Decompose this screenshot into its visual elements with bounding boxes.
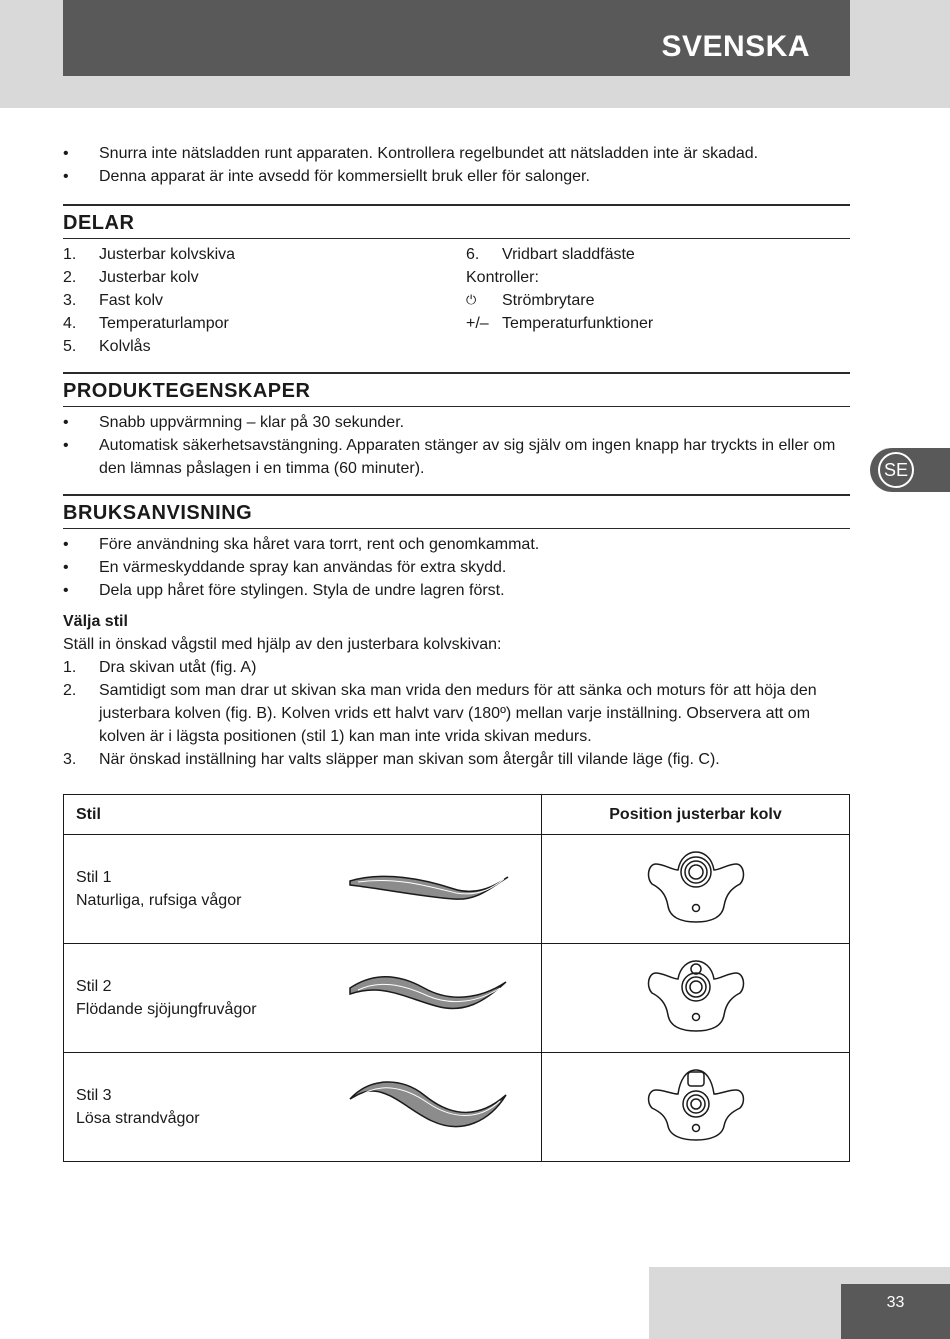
wave-illustration [344, 1071, 514, 1131]
power-icon: ⏻ [466, 293, 477, 308]
section-bruksanvisning [63, 494, 850, 771]
list-item [63, 656, 850, 679]
list-item: • Dela upp håret före stylingen. Styla de undre lagren först. [63, 579, 850, 602]
list-item [466, 243, 850, 266]
list-item: • Denna apparat är inte avsedd för kommersiellt bruk eller för salonger. [63, 165, 850, 188]
style-name: Stil 1 [76, 869, 112, 886]
item-number: 2. [63, 269, 77, 286]
list-item [63, 312, 466, 335]
item-number: 3. [63, 292, 77, 309]
style-name: Stil 2 [76, 978, 112, 995]
item-text: Justerbar kolv [99, 269, 199, 286]
item-text: Temperaturlampor [99, 315, 229, 332]
list-item: • Snurra inte nätsladden runt apparaten. Kontrollera regelbundet att nätsladden inte är skadad. [63, 142, 850, 165]
item-text: Justerbar kolvskiva [99, 246, 236, 263]
style-description: Lösa strandvågor [76, 1110, 200, 1127]
item-text: Fast kolv [99, 292, 164, 309]
wave-illustration [344, 962, 514, 1022]
controls-label [466, 266, 850, 289]
list-item [63, 679, 850, 748]
item-text: Kolvlås [99, 338, 151, 355]
section-title: DELAR [63, 204, 850, 239]
item-text: Strömbrytare [502, 292, 595, 309]
controls-label-text: Kontroller: [466, 269, 539, 286]
list-item [63, 335, 466, 358]
barrel-position-icon [636, 850, 756, 924]
step-number: 2. [63, 682, 77, 699]
subsection-intro: Ställ in önskad vågstil med hjälp av den justerbara kolvskivan: [63, 636, 502, 653]
barrel-position-icon [636, 1068, 756, 1142]
section-delar [63, 204, 850, 358]
list-item [63, 748, 850, 771]
list-item: • Automatisk säkerhetsavstängning. Apparaten stänger av sig själv om ingen knapp har tryckts in eller om den lämnas påslagen i en timma (60 minuter). [63, 434, 850, 480]
style-description: Flödande sjöjungfruvågor [76, 1001, 257, 1018]
style-cell [64, 944, 542, 1053]
page-content [63, 142, 850, 771]
step-number: 3. [63, 751, 77, 768]
table-row [64, 835, 850, 944]
wave-illustration [344, 853, 514, 913]
list-item [63, 289, 466, 312]
list-item [63, 243, 466, 266]
usage-bullet-list [63, 529, 850, 602]
style-cell [64, 1053, 542, 1162]
style-cell [64, 835, 542, 944]
column-header-stil: Stil [64, 795, 542, 835]
language-title: SVENSKA [661, 30, 810, 63]
position-cell [542, 944, 850, 1053]
style-description: Naturliga, rufsiga vågor [76, 892, 242, 909]
list-item: • Snabb uppvärmning – klar på 30 sekunder. [63, 411, 850, 434]
steps-list [63, 656, 850, 771]
step-number: 1. [63, 659, 77, 676]
list-item [63, 266, 466, 289]
position-cell [542, 1053, 850, 1162]
subsection-title: Välja stil [63, 613, 128, 630]
item-number: 5. [63, 338, 77, 355]
page-number-box [841, 1284, 950, 1339]
item-number: 1. [63, 246, 77, 263]
item-number: 6. [466, 246, 480, 263]
parts-left-column [63, 243, 466, 358]
step-text: Samtidigt som man drar ut skivan ska man vrida den medurs för att sänka och moturs för att höja den justerbara kolven (fig. B). Kolven vrids ett halvt varv (180º) mellan varje inställning. Observera att om kolven är i lägsta positionen (stil 1) kan man inte vrida skivan medurs. [99, 682, 817, 745]
plus-minus-symbol: +/– [466, 315, 489, 332]
table-row [64, 1053, 850, 1162]
list-item: • Före användning ska håret vara torrt, rent och genomkammat. [63, 533, 850, 556]
style-name: Stil 3 [76, 1087, 112, 1104]
style-table [63, 794, 850, 1162]
step-text: Dra skivan utåt (fig. A) [99, 659, 257, 676]
item-number: 4. [63, 315, 77, 332]
feature-bullet-list [63, 407, 850, 480]
item-text: Vridbart sladdfäste [502, 246, 635, 263]
list-item: • En värmeskyddande spray kan användas för extra skydd. [63, 556, 850, 579]
list-item [466, 289, 850, 312]
page-number: 33 [886, 1294, 905, 1311]
position-cell [542, 835, 850, 944]
column-header-position: Position justerbar kolv [542, 795, 850, 835]
language-tab-label: SE [878, 452, 914, 488]
list-item [466, 312, 850, 335]
barrel-position-icon [636, 959, 756, 1033]
language-tab [870, 448, 950, 492]
item-text: Temperaturfunktioner [502, 315, 654, 332]
table-header-row [64, 795, 850, 835]
section-title: PRODUKTEGENSKAPER [63, 372, 850, 407]
section-produktegenskaper [63, 372, 850, 480]
language-header [63, 0, 850, 76]
table-row [64, 944, 850, 1053]
step-text: När önskad inställning har valts släpper man skivan som återgår till vilande läge (fig. C). [99, 751, 720, 768]
intro-bullet-list [63, 142, 850, 188]
parts-right-column [466, 243, 850, 358]
section-title: BRUKSANVISNING [63, 494, 850, 529]
parts-list [63, 239, 850, 358]
